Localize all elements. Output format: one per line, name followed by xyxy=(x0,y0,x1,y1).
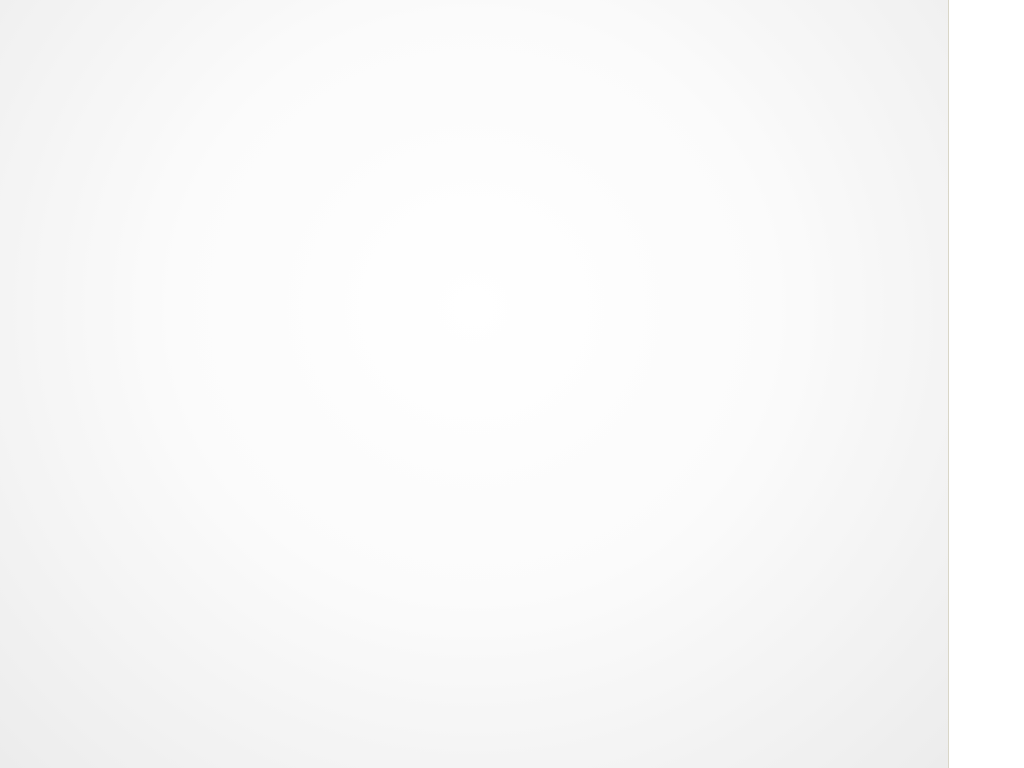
decorative-sidebar xyxy=(948,0,1024,768)
sidebar-band-bottom xyxy=(949,691,1024,768)
sidebar-band-middle xyxy=(949,614,1024,691)
slide-content xyxy=(63,28,783,58)
sidebar-band-top xyxy=(949,0,1024,614)
